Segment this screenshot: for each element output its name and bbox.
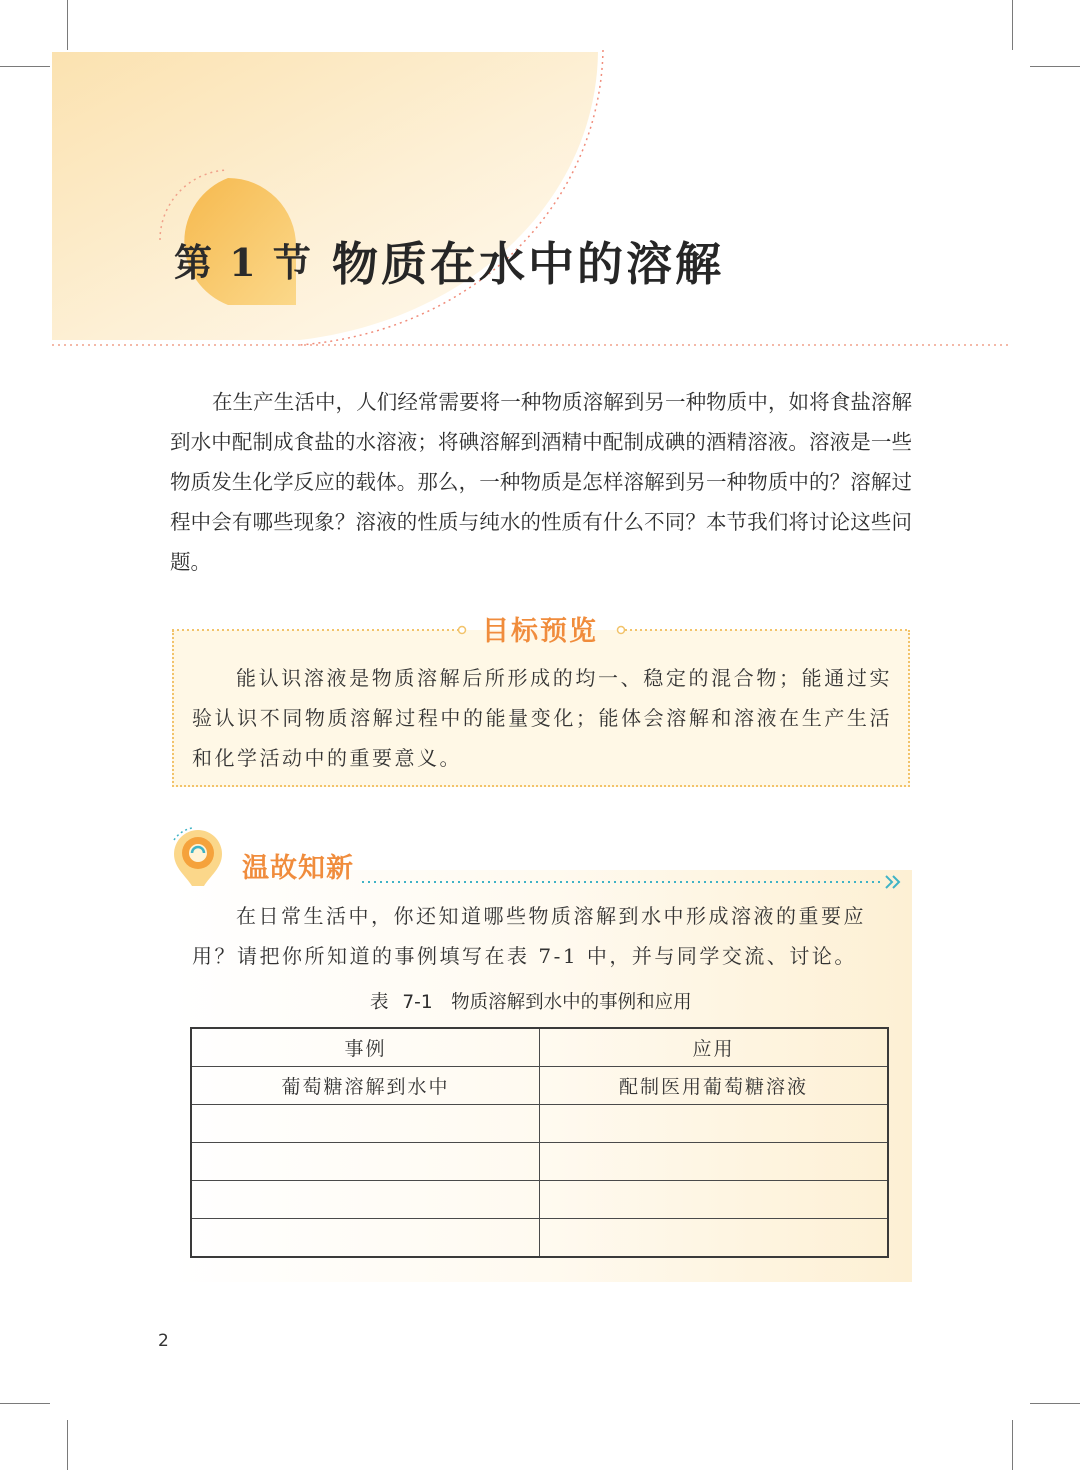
goals-title: 目标预览 bbox=[482, 616, 598, 647]
examples-table bbox=[190, 1027, 889, 1258]
table-row bbox=[191, 1105, 888, 1143]
table-cell bbox=[540, 1219, 889, 1258]
table-header-cell: 应用 bbox=[540, 1028, 889, 1067]
table-row bbox=[191, 1067, 888, 1105]
table-cell bbox=[191, 1105, 540, 1143]
table-header-row bbox=[191, 1028, 888, 1067]
lightbulb-head-icon bbox=[168, 826, 228, 890]
page-number: 2 bbox=[158, 1331, 169, 1351]
crop-mark bbox=[0, 1403, 50, 1404]
table-header-cell: 事例 bbox=[191, 1028, 540, 1067]
review-text: 在日常生活中，你还知道哪些物质溶解到水中形成溶液的重要应用？请把你所知道的事例填写在表 7-1 中，并与同学交流、讨论。 bbox=[192, 904, 866, 968]
table-row bbox=[191, 1143, 888, 1181]
crop-mark bbox=[1030, 1403, 1080, 1404]
crop-mark bbox=[1012, 1420, 1013, 1470]
table-cell: 配制医用葡萄糖溶液 bbox=[540, 1067, 889, 1105]
page-title: 物质在水中的溶解 bbox=[332, 237, 724, 291]
table-cell bbox=[191, 1219, 540, 1258]
goals-text: 能认识溶液是物质溶解后所形成的均一、稳定的混合物；能通过实验认识不同物质溶解过程中的能量变化；能体会溶解和溶液在生产生活和化学活动中的重要意义。 bbox=[192, 666, 892, 770]
section-label: 第 1 节 bbox=[174, 240, 313, 285]
header-decoration bbox=[0, 0, 1080, 370]
crop-mark bbox=[67, 1420, 68, 1470]
table-cell bbox=[191, 1143, 540, 1181]
table-row bbox=[191, 1181, 888, 1219]
table-cell bbox=[540, 1143, 889, 1181]
table-row bbox=[191, 1219, 888, 1258]
table-cell: 葡萄糖溶解到水中 bbox=[191, 1067, 540, 1105]
review-title: 温故知新 bbox=[242, 853, 354, 884]
intro-paragraph: 在生产生活中，人们经常需要将一种物质溶解到另一种物质中，如将食盐溶解到水中配制成食盐的水溶液；将碘溶解到酒精中配制成碘的酒精溶液。溶液是一些物质发生化学反应的载体。那么，一种物质是怎样溶解到另一种物质中的？溶解过程中会有哪些现象？溶液的性质与纯水的性质有什么不同？本节我们将讨论这些问题。 bbox=[170, 390, 912, 574]
table-cell bbox=[540, 1181, 889, 1219]
table-cell bbox=[191, 1181, 540, 1219]
table-cell bbox=[540, 1105, 889, 1143]
table-caption: 表 7-1 物质溶解到水中的事例和应用 bbox=[370, 992, 692, 1013]
